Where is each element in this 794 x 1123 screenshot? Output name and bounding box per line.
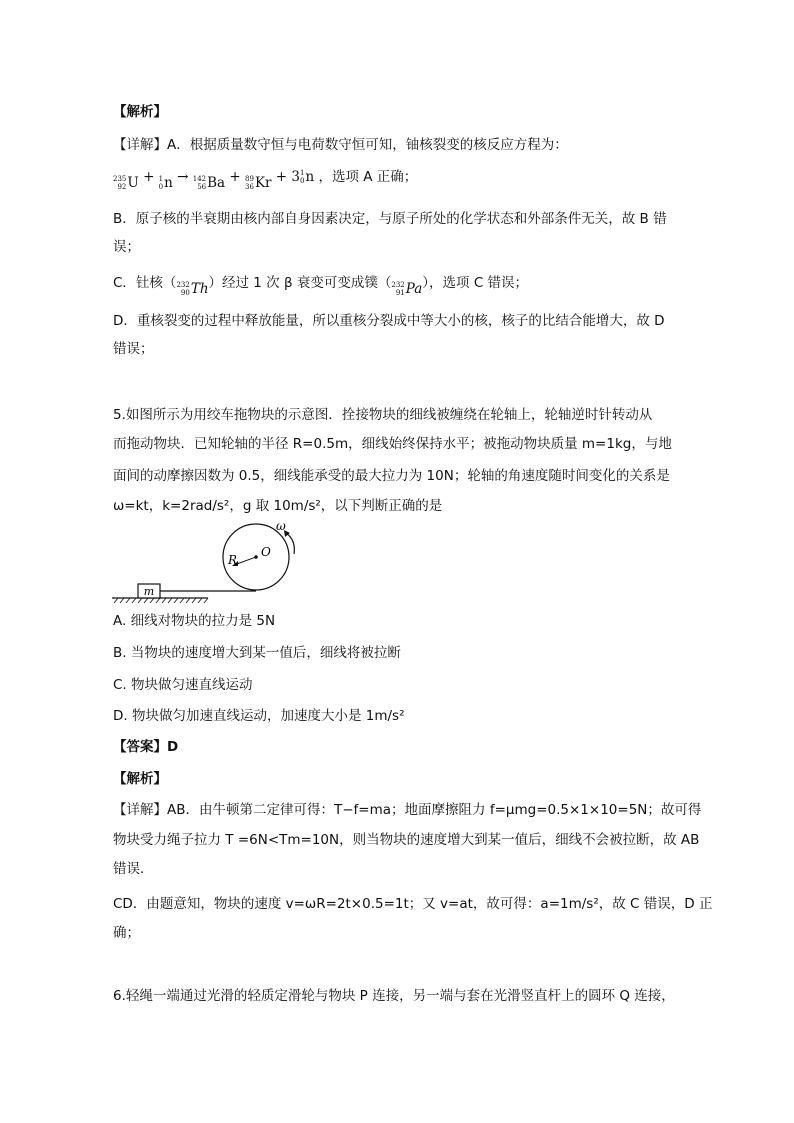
option-b-explanation-line2: 误； — [113, 239, 140, 255]
detail-line-a: 【详解】A．根据质量数守恒与电荷数守恒可知，铀核裂变的核反应方程为： — [113, 137, 568, 153]
neutron-symbol: n — [164, 175, 173, 191]
ba-charge-number: 56 — [197, 183, 207, 191]
equation-tail: ，选项 A 正确； — [318, 169, 418, 185]
th-charge-number: 90 — [180, 289, 190, 297]
neutron-symbol: n — [305, 169, 315, 185]
n-charge-number: 0 — [158, 183, 164, 191]
q5-option-d: D. 物块做匀加速直线运动，加速度大小是 1m/s² — [113, 708, 405, 724]
q5-explanation-line2: 物块受力绳子拉力 T =6N<Tm=10N，则当物块的速度增大到某一值后，细线不会被拉断，故 AB — [113, 832, 700, 848]
arrow-icon: → — [177, 169, 189, 185]
plus-sign: + — [275, 169, 288, 185]
n-mass-number: 1 — [299, 169, 305, 177]
thorium-symbol: Th — [190, 281, 209, 297]
th-mass-number: 232 — [176, 281, 190, 289]
q5-explanation-line1: 【详解】AB．由牛顿第二定律可得：T−f=ma；地面摩擦阻力 f=μmg=0.5×1×10=5N；故可得 — [113, 802, 702, 818]
block-label: m — [143, 585, 155, 598]
neutron-coefficient: 3 — [291, 169, 300, 185]
q6-stem-line1: 6.轻绳一端通过光滑的轻质定滑轮与物块 P 连接，另一端与套在光滑竖直杆上的圆环 Q 连接， — [113, 988, 675, 1004]
q5-option-a: A. 细线对物块的拉力是 5N — [113, 613, 276, 629]
u-mass-number: 235 — [113, 175, 127, 183]
q5-stem-line2: 而拖动物块．已知轮轴的半径 R=0.5m，细线始终保持水平；被拖动物块质量 m=1kg，与地 — [113, 436, 672, 452]
option-d-explanation-line2: 错误； — [113, 341, 154, 357]
q5-option-b: B. 当物块的速度增大到某一值后，细线将被拉断 — [113, 645, 401, 661]
q5-analysis-heading: 【解析】 — [113, 771, 167, 787]
barium-symbol: Ba — [207, 175, 226, 191]
option-c-explanation — [113, 274, 528, 298]
ground-hatching — [114, 598, 208, 603]
kr-mass-number: 89 — [245, 175, 254, 183]
n-charge-number: 0 — [299, 177, 305, 185]
pa-charge-number: 91 — [395, 289, 405, 297]
q5-stem-line1: 5.如图所示为用绞车拖物块的示意图．拴接物块的细线被缠绕在轮轴上，轮轴逆时针转动从 — [113, 407, 653, 423]
q5-option-c: C. 物块做匀速直线运动 — [113, 677, 253, 693]
q5-explanation-line5: 确； — [113, 925, 140, 941]
fission-equation — [113, 168, 417, 192]
pa-mass-number: 232 — [391, 281, 405, 289]
omega-label: ω — [276, 520, 286, 533]
u-charge-number: 92 — [117, 183, 127, 191]
q5-explanation-line3: 错误. — [113, 861, 145, 877]
uranium-symbol: U — [127, 175, 139, 191]
option-d-explanation-line1: D．重核裂变的过程中释放能量，所以重核分裂成中等大小的核，核子的比结合能增大，故 D — [113, 313, 665, 329]
krypton-symbol: Kr — [254, 175, 272, 191]
ba-mass-number: 142 — [192, 175, 207, 183]
c-mid: ）经过 1 次 β 衰变可变成镤（ — [208, 275, 392, 291]
c-prefix: C．钍核（ — [113, 275, 177, 291]
q5-stem-line3: 面间的动摩擦因数为 0.5，细线能承受的最大拉力为 10N；轮轴的角速度随时间变化的关系是 — [113, 468, 670, 484]
q5-answer: 【答案】D — [113, 739, 179, 755]
q5-stem-line4: ω=kt，k=2rad/s²，g 取 10m/s²，以下判断正确的是 — [113, 498, 443, 514]
kr-charge-number: 36 — [245, 183, 254, 191]
winch-diagram — [110, 520, 330, 610]
section-heading-analysis: 【解析】 — [113, 104, 167, 120]
q5-explanation-line4: CD．由题意知，物块的速度 v=ωR=2t×0.5=1t；又 v=at，故可得：a=1m/s²，故 C 错误，D 正 — [113, 896, 713, 912]
n-mass-number: 1 — [158, 175, 164, 183]
center-label: O — [261, 545, 271, 559]
rotation-arc — [286, 533, 294, 554]
radius-label: R — [228, 553, 238, 567]
protactinium-symbol: Pa — [405, 281, 423, 297]
c-tail: ），选项 C 错误； — [422, 275, 529, 291]
plus-sign: + — [229, 169, 241, 185]
plus-sign: + — [143, 169, 155, 185]
option-b-explanation-line1: B．原子核的半衰期由核内部自身因素决定，与原子所处的化学状态和外部条件无关，故 B 错 — [113, 211, 667, 227]
